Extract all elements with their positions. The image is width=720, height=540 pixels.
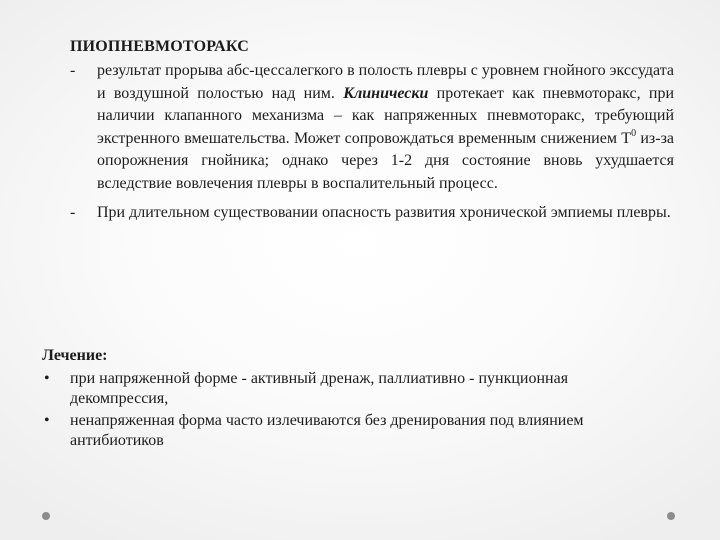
treatment-block [42,345,662,453]
bullet-marker: • [44,412,50,429]
dash-marker: - [70,203,76,221]
decor-dot-right [667,512,675,520]
chronic-risk-text: При длительном существовании опасность развития хронической эмпиемы плевры. [97,203,671,221]
bullet-marker: • [44,370,50,387]
emphasis-word: Клинически [343,84,429,102]
definition-text: результат прорыва абс-цессалегкого в полость плевры с уровнем гнойного экссудата и воздушной полостью над ним. [97,62,674,102]
dash-marker: - [70,62,76,79]
treatment-title: Лечение: [42,347,108,364]
definition-text-end: из-за опорожнения гнойника; однако через 1-2 дня состояние вновь ухудшается вследствие вовлечения плевры в воспалительный процесс. [97,129,674,192]
slide-heading: ПИОПНЕВМОТОРАКС [70,38,250,55]
definition-item [70,60,674,196]
chronic-risk-item [70,202,674,225]
treatment-item-tension [42,369,662,408]
definition-text-continued: протекает как пневмоторакс, при наличии клапанного механизма – как напряженных пневмоторакс, требующий экстренного вмешательства. Может сопровождаться временным снижением Т [97,84,675,147]
definition-block [70,36,674,226]
treatment-item-text: при напряженной форме - активный дренаж, паллиативно - пункционная декомпрессия, [70,370,569,407]
decor-dot-left [42,512,50,520]
temperature-superscript: 0 [631,127,637,139]
treatment-item-non-tension [42,411,662,450]
treatment-item-text: ненапряженная форма часто излечиваются без дренирования под влиянием антибиотиков [70,412,584,449]
